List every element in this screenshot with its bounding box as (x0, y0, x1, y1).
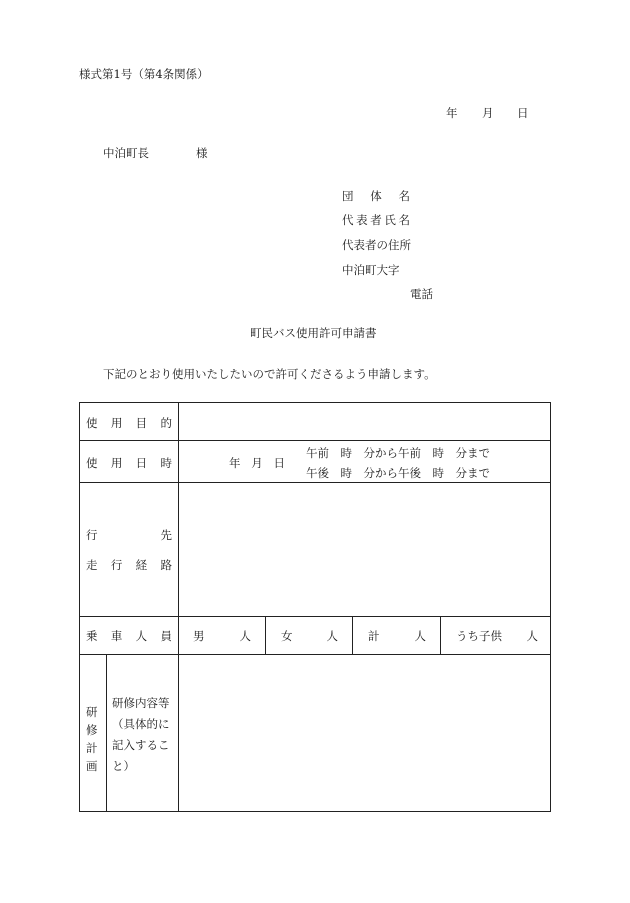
time-line-pm[interactable]: 午後 時 分から午後 時 分まで (306, 466, 490, 480)
form-number: 様式第1号（第4条関係） (79, 67, 209, 81)
male-count[interactable]: 男 人 (193, 629, 251, 643)
destination-label: 行 先 (86, 528, 172, 542)
phone-label: 電話 (410, 287, 433, 301)
usage-date-ymd[interactable]: 年 月 日 (229, 456, 285, 470)
org-name-label: 団 体 名 (342, 189, 410, 203)
plan-detail-label: 研修内容等 （具体的に 記入するこ と） (112, 696, 170, 773)
date-label: 使 用 日 時 (86, 456, 172, 470)
application-form-table (79, 402, 551, 812)
document-title: 町民バス使用許可申請書 (250, 326, 377, 340)
purpose-label: 使 用 目 的 (86, 416, 172, 430)
passenger-divider (440, 616, 441, 654)
date-year: 年 (446, 106, 458, 120)
plan-field[interactable] (180, 655, 548, 810)
route-label: 走 行 経 路 (86, 558, 172, 572)
row-divider (80, 616, 550, 617)
addressee-honorific: 様 (196, 146, 208, 160)
addressee-name: 中泊町長 (103, 146, 149, 160)
time-line-am[interactable]: 午前 時 分から午前 時 分まで (306, 446, 490, 460)
intro-text: 下記のとおり使用いたしたいので許可くださるよう申請します。 (103, 367, 436, 381)
label-column-divider (178, 403, 179, 811)
plan-label: 研 修 計 画 (86, 705, 98, 773)
passenger-divider (352, 616, 353, 654)
female-count[interactable]: 女 人 (281, 629, 338, 643)
representative-address-label: 代表者の住所 (342, 238, 411, 252)
date-day: 日 (517, 106, 529, 120)
representative-name-label: 代 表 者 氏 名 (342, 213, 410, 227)
children-count[interactable]: うち子供 人 (456, 629, 538, 643)
plan-subdivider (106, 654, 107, 811)
destination-route-field[interactable] (180, 483, 548, 615)
passenger-divider (265, 616, 266, 654)
total-count[interactable]: 計 人 (368, 629, 426, 643)
passengers-label: 乗 車 人 員 (86, 629, 172, 643)
address-prefix: 中泊町大字 (342, 263, 400, 277)
date-month: 月 (482, 106, 494, 120)
